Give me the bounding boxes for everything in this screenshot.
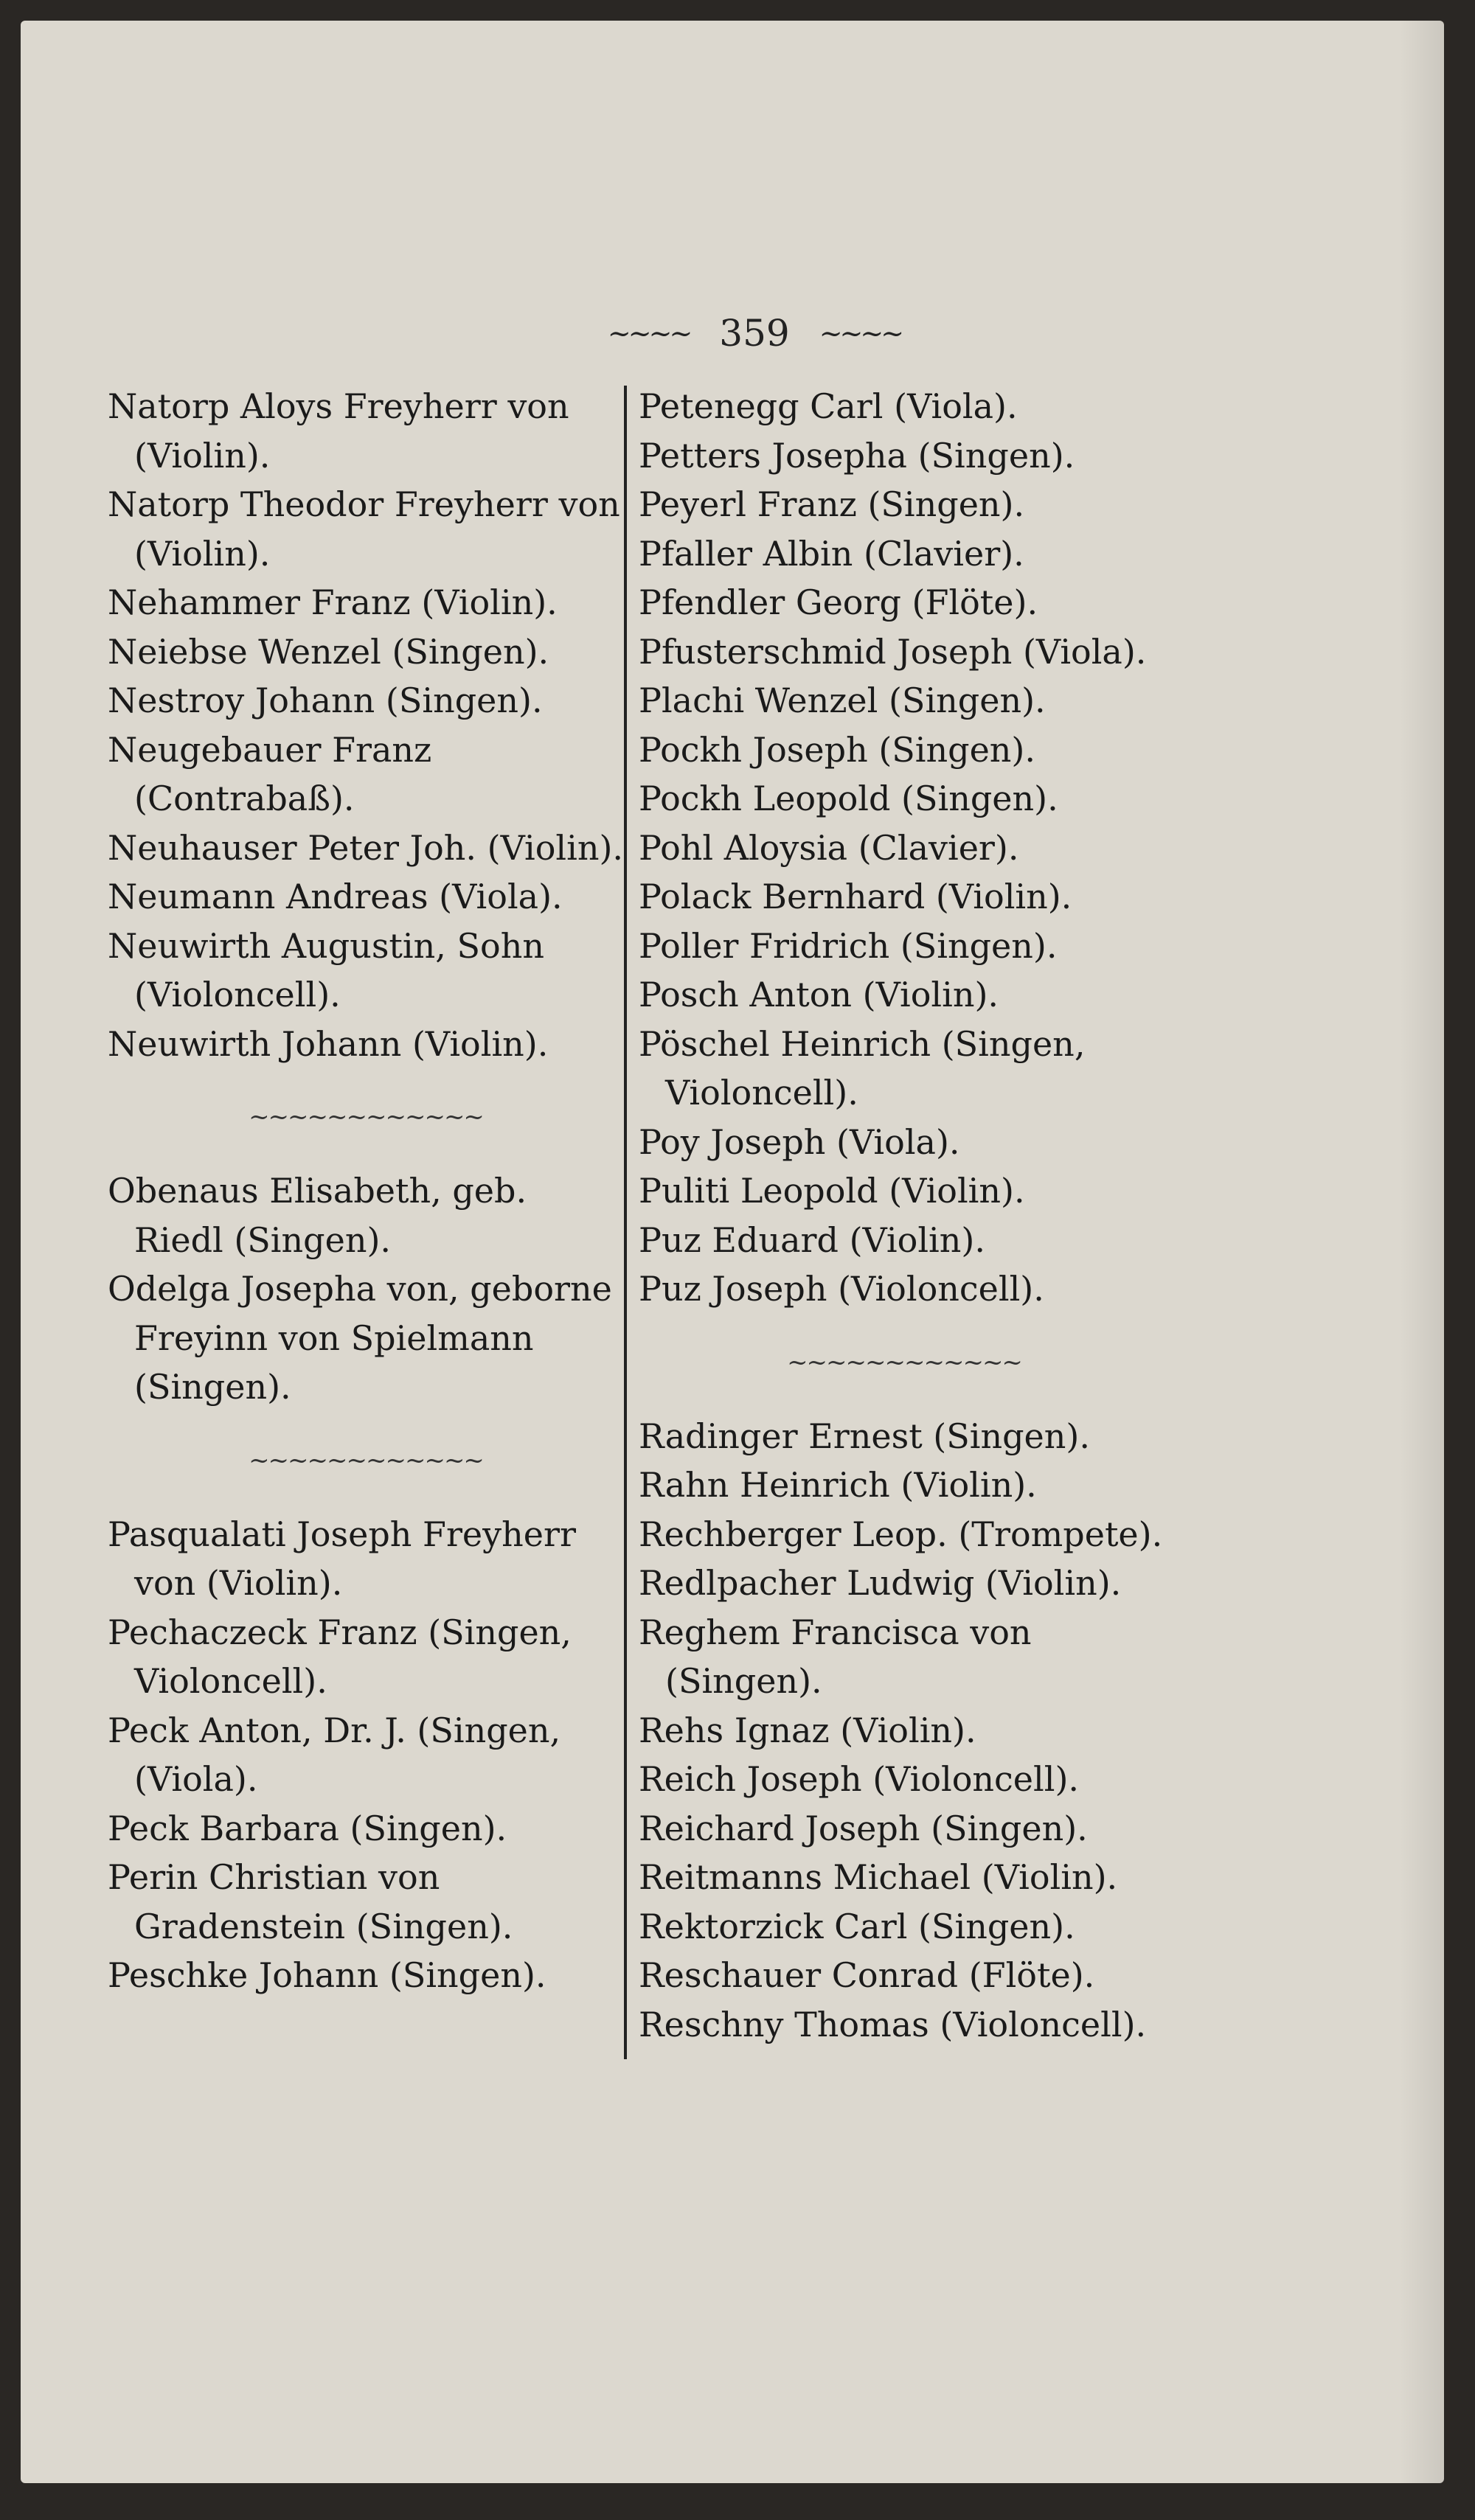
entry-group-p: [108, 1510, 624, 2000]
section-separator: ~~~~~~~~~~~~: [787, 1347, 1021, 1377]
left-column: [108, 382, 624, 2000]
entry-group-r: [639, 1412, 1170, 2050]
list-item: Reschny Thomas (Violoncell).: [639, 2004, 1147, 2044]
entry-group-n: [108, 382, 624, 1068]
section-separator: ~~~~~~~~~~~~: [249, 1102, 483, 1132]
header-ornament-right: ~~~~: [819, 317, 902, 349]
list-item: Pockh Leopold (Singen).: [639, 779, 1058, 818]
page-edge-shadow: [1400, 21, 1444, 2483]
list-item: Pöschel Heinrich (Singen, Violoncell).: [639, 1023, 1086, 1113]
list-item: Peck Anton, Dr. J. (Singen, (Viola).: [108, 1710, 561, 1799]
entry-group-p-cont: [639, 382, 1170, 1314]
list-item: Polack Bernhard (Violin).: [639, 877, 1072, 916]
list-item: Reghem Francisca von (Singen).: [639, 1612, 1032, 1701]
list-item: Natorp Theodor Freyherr von (Violin).: [108, 484, 620, 574]
list-item: Reich Joseph (Violoncell).: [639, 1759, 1080, 1799]
header-ornament-left: ~~~~: [607, 317, 690, 349]
list-item: Neiebse Wenzel (Singen).: [108, 631, 549, 672]
list-item: Rechberger Leop. (Trompete).: [639, 1514, 1163, 1554]
list-item: Perin Christian von Gradenstein (Singen).: [108, 1857, 513, 1946]
list-item: Reschauer Conrad (Flöte).: [639, 1955, 1095, 1995]
list-item: Peschke Johann (Singen).: [108, 1955, 546, 1995]
section-separator: ~~~~~~~~~~~~: [249, 1445, 483, 1475]
list-item: Pohl Aloysia (Clavier).: [639, 827, 1019, 868]
list-item: Neugebauer Franz (Contrabaß).: [108, 729, 432, 818]
list-item: Neuwirth Augustin, Sohn (Violoncell).: [108, 925, 544, 1014]
list-item: Reichard Joseph (Singen).: [639, 1808, 1088, 1848]
list-item: Pfaller Albin (Clavier).: [639, 533, 1024, 574]
list-item: Puliti Leopold (Violin).: [639, 1171, 1025, 1211]
list-item: Posch Anton (Violin).: [639, 975, 999, 1014]
list-item: Redlpacher Ludwig (Violin).: [639, 1563, 1122, 1603]
list-item: Pasqualati Joseph Freyherr von (Violin).: [108, 1514, 576, 1603]
list-item: Peyerl Franz (Singen).: [639, 484, 1025, 524]
list-item: Natorp Aloys Freyherr von (Violin).: [108, 386, 569, 476]
list-item: Obenaus Elisabeth, geb. Riedl (Singen).: [108, 1171, 527, 1260]
list-item: Puz Joseph (Violoncell).: [639, 1269, 1044, 1309]
list-item: Neuhauser Peter Joh. (Violin).: [108, 827, 624, 868]
list-item: Reitmanns Michael (Violin).: [639, 1857, 1118, 1897]
entry-group-o: [108, 1166, 624, 1412]
list-item: Pockh Joseph (Singen).: [639, 729, 1035, 770]
list-item: Poller Fridrich (Singen).: [639, 925, 1058, 966]
list-item: Odelga Josepha von, geborne Freyinn von Spielmann (Singen).: [108, 1269, 612, 1407]
list-item: Poy Joseph (Viola).: [639, 1121, 960, 1162]
list-item: Neuwirth Johann (Violin).: [108, 1023, 549, 1064]
list-item: Neumann Andreas (Viola).: [108, 877, 563, 916]
column-divider: [624, 386, 627, 2059]
page-header: [21, 312, 1444, 355]
list-item: Pechaczeck Franz (Singen, Violoncell).: [108, 1612, 572, 1701]
list-item: Rehs Ignaz (Violin).: [639, 1710, 976, 1750]
list-item: Rektorzick Carl (Singen).: [639, 1906, 1075, 1946]
page-number: 359: [719, 312, 790, 355]
book-page: [21, 21, 1444, 2483]
list-item: Puz Eduard (Violin).: [639, 1219, 985, 1260]
right-column: [639, 382, 1170, 2049]
list-item: Peck Barbara (Singen).: [108, 1808, 507, 1848]
list-item: Petters Josepha (Singen).: [639, 435, 1075, 476]
list-item: Petenegg Carl (Viola).: [639, 386, 1018, 426]
list-item: Pfusterschmid Joseph (Viola).: [639, 631, 1147, 672]
list-item: Nestroy Johann (Singen).: [108, 681, 543, 720]
list-item: Rahn Heinrich (Violin).: [639, 1465, 1037, 1505]
list-item: Pfendler Georg (Flöte).: [639, 582, 1038, 622]
list-item: Plachi Wenzel (Singen).: [639, 681, 1046, 720]
list-item: Radinger Ernest (Singen).: [639, 1416, 1090, 1456]
list-item: Nehammer Franz (Violin).: [108, 582, 558, 622]
